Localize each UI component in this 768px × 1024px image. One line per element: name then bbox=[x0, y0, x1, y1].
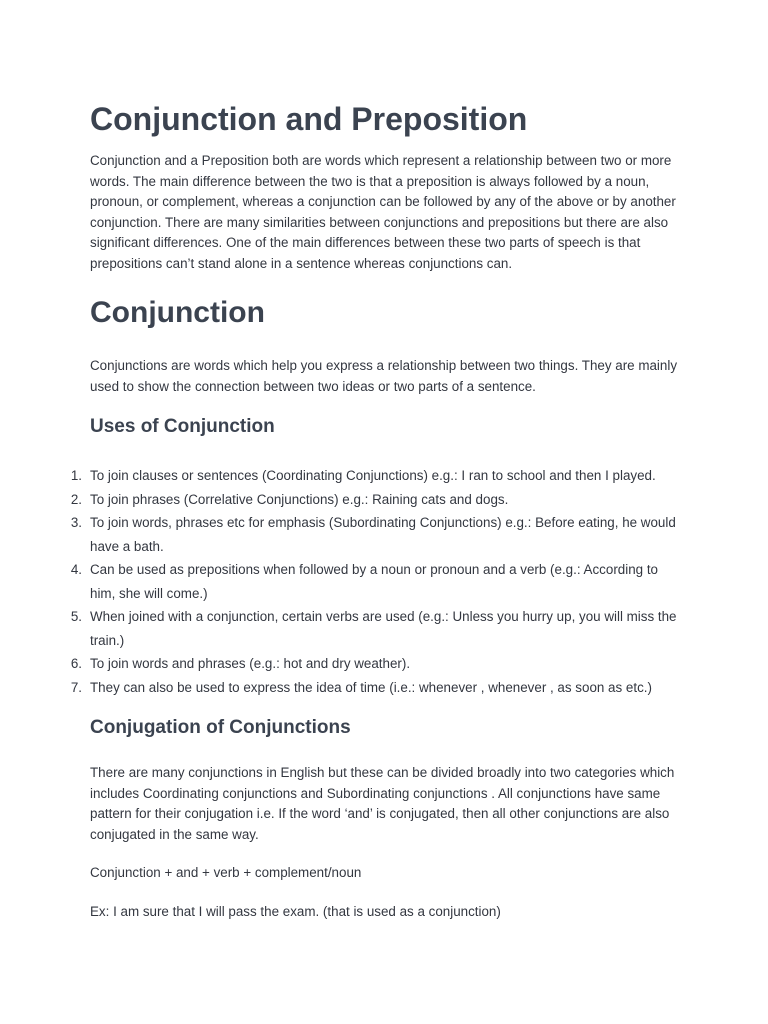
page-title: Conjunction and Preposition bbox=[90, 101, 528, 137]
conjunction-heading: Conjunction bbox=[90, 296, 265, 329]
list-item bbox=[70, 605, 680, 652]
list-item-number: 2. bbox=[70, 491, 82, 507]
list-item-text: To join clauses or sentences (Coordinating Conjunctions) e.g.: I ran to school and then I played. bbox=[90, 468, 656, 483]
list-item-number: 3. bbox=[70, 515, 82, 530]
uses-list bbox=[70, 464, 680, 699]
list-item-text: When joined with a conjunction, certain verbs are used (e.g.: Unless you hurry up, you will miss the train.) bbox=[90, 609, 677, 648]
list-item-number: 5. bbox=[70, 609, 82, 624]
list-item bbox=[70, 488, 680, 512]
conjunction-paragraph: Conjunctions are words which help you express a relationship between two things. They are mainly used to show the connection between two ideas or two parts of a sentence. bbox=[90, 358, 678, 394]
conjugation-example: Ex: I am sure that I will pass the exam. (that is used as a conjunction) bbox=[90, 903, 501, 919]
list-item bbox=[70, 558, 680, 605]
list-item-number: 6. bbox=[70, 656, 82, 671]
list-item bbox=[70, 464, 680, 488]
list-item-text: To join phrases (Correlative Conjunctions) e.g.: Raining cats and dogs. bbox=[90, 491, 509, 507]
list-item-text: To join words, phrases etc for emphasis (Subordinating Conjunctions) e.g.: Before eating, he would have a bath. bbox=[90, 515, 676, 554]
intro-paragraph: Conjunction and a Preposition both are words which represent a relationship between two or more words. The main difference between the two is that a preposition is always followed by a noun, pronoun, or complement, whereas a conjunction can be followed by any of the above or by another conjunction. There are many similarities between conjunctions and prepositions but there are also significant differences. One of the main differences between these two parts of speech is that prepositions can’t stand alone in a sentence whereas conjunctions can. bbox=[90, 153, 676, 271]
list-item-number: 7. bbox=[70, 679, 82, 695]
list-item bbox=[70, 676, 680, 700]
conjugation-formula: Conjunction + and + verb + complement/noun bbox=[90, 865, 362, 880]
document-page bbox=[70, 97, 680, 922]
list-item-text: To join words and phrases (e.g.: hot and dry weather). bbox=[90, 656, 411, 671]
list-item-number: 1. bbox=[70, 468, 82, 483]
list-item-number: 4. bbox=[70, 562, 82, 577]
conjugation-heading: Conjugation of Conjunctions bbox=[90, 717, 351, 738]
conjugation-paragraph: There are many conjunctions in English but these can be divided broadly into two categories which includes Coordinating conjunctions and Subordinating conjunctions . All conjunctions have same pattern for their conjugation i.e. If the word ‘and’ is conjugated, then all other conjunctions are also conjugated in the same way. bbox=[90, 765, 675, 842]
list-item bbox=[70, 511, 680, 558]
list-item-text: They can also be used to express the idea of time (i.e.: whenever , whenever , as soon as etc.) bbox=[90, 679, 652, 695]
list-item-text: Can be used as prepositions when followed by a noun or pronoun and a verb (e.g.: According to him, she will come.) bbox=[90, 562, 658, 601]
uses-heading: Uses of Conjunction bbox=[90, 416, 275, 437]
list-item bbox=[70, 652, 680, 676]
